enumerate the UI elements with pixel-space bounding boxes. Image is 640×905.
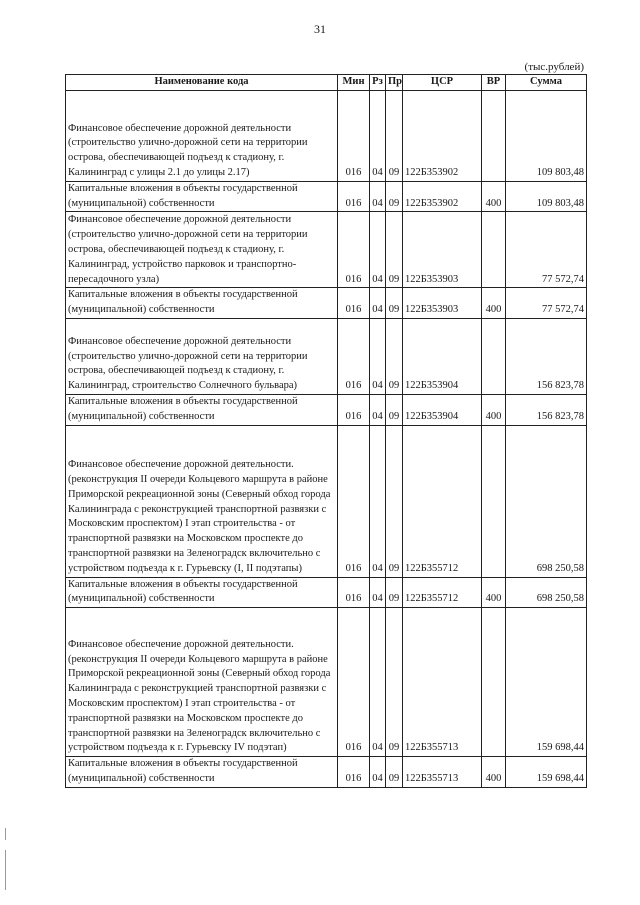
row-vr <box>482 425 506 577</box>
row-name: Финансовое обеспечение дорожной деятельности (строительство улично-дорожной сети на территории острова, обеспечивающей подъезд к стадиону, г. Калининград, строительство Солнечного бульвара) <box>66 318 338 394</box>
column-header-vr: ВР <box>482 75 506 91</box>
row-sum: 156 823,78 <box>506 318 587 394</box>
row-sum: 698 250,58 <box>506 425 587 577</box>
column-header-csr: ЦСР <box>403 75 482 91</box>
row-vr: 400 <box>482 577 506 608</box>
table-row <box>66 757 587 788</box>
row-csr: 122Б355713 <box>403 608 482 757</box>
row-pr: 09 <box>386 318 403 394</box>
row-rz: 04 <box>370 90 386 181</box>
row-rz: 04 <box>370 181 386 212</box>
row-name: Капитальные вложения в объекты государственной (муниципальной) собственности <box>66 181 338 212</box>
row-min: 016 <box>338 90 370 181</box>
row-vr <box>482 90 506 181</box>
row-sum: 109 803,48 <box>506 181 587 212</box>
row-name: Капитальные вложения в объекты государственной (муниципальной) собственности <box>66 394 338 425</box>
row-name: Финансовое обеспечение дорожной деятельности. (реконструкция II очереди Кольцевого маршрута в районе Приморской рекреационной зоны (Северный обход города Калининграда с реконструкцией транспортной развязки с Московским проспектом) I этап строительства - от транспортной развязки на Московском проспекте до транспортной развязки на Зеленоградск включительно с устройством подъезда к г. Гурьевску (I, II подэтапы) <box>66 425 338 577</box>
row-pr: 09 <box>386 90 403 181</box>
table-row <box>66 181 587 212</box>
row-sum: 109 803,48 <box>506 90 587 181</box>
row-rz: 04 <box>370 212 386 288</box>
row-pr: 09 <box>386 425 403 577</box>
row-name: Капитальные вложения в объекты государственной (муниципальной) собственности <box>66 288 338 319</box>
table-row <box>66 318 587 394</box>
row-rz: 04 <box>370 394 386 425</box>
table-row <box>66 577 587 608</box>
column-header-name: Наименование кода <box>66 75 338 91</box>
row-vr: 400 <box>482 757 506 788</box>
row-min: 016 <box>338 757 370 788</box>
row-rz: 04 <box>370 608 386 757</box>
column-header-sum: Сумма <box>506 75 587 91</box>
table-row <box>66 212 587 288</box>
row-vr <box>482 608 506 757</box>
budget-table <box>65 74 587 788</box>
row-csr: 122Б353904 <box>403 394 482 425</box>
row-sum: 698 250,58 <box>506 577 587 608</box>
row-csr: 122Б355713 <box>403 757 482 788</box>
row-rz: 04 <box>370 318 386 394</box>
row-rz: 04 <box>370 577 386 608</box>
row-sum: 156 823,78 <box>506 394 587 425</box>
row-rz: 04 <box>370 757 386 788</box>
row-csr: 122Б353903 <box>403 212 482 288</box>
row-sum: 159 698,44 <box>506 757 587 788</box>
row-rz: 04 <box>370 425 386 577</box>
row-pr: 09 <box>386 608 403 757</box>
table-header-row <box>66 75 587 91</box>
row-vr <box>482 212 506 288</box>
row-csr: 122Б355712 <box>403 425 482 577</box>
row-rz: 04 <box>370 288 386 319</box>
row-csr: 122Б353903 <box>403 288 482 319</box>
row-sum: 159 698,44 <box>506 608 587 757</box>
row-vr <box>482 318 506 394</box>
row-pr: 09 <box>386 577 403 608</box>
column-header-rz: Рз <box>370 75 386 91</box>
row-min: 016 <box>338 181 370 212</box>
table-row <box>66 394 587 425</box>
scan-margin-line <box>5 828 6 840</box>
row-min: 016 <box>338 394 370 425</box>
row-pr: 09 <box>386 212 403 288</box>
row-name: Финансовое обеспечение дорожной деятельности. (реконструкция II очереди Кольцевого маршрута в районе Приморской рекреационной зоны (Северный обход города Калининграда с реконструкцией транспортной развязки с Московским проспектом) I этап строительства - от транспортной развязки на Московском проспекте до транспортной развязки на Зеленоградск включительно с устройством подъезда к г. Гурьевску IV подэтап) <box>66 608 338 757</box>
row-min: 016 <box>338 608 370 757</box>
table-row <box>66 608 587 757</box>
row-pr: 09 <box>386 181 403 212</box>
table-row <box>66 425 587 577</box>
row-name: Капитальные вложения в объекты государственной (муниципальной) собственности <box>66 577 338 608</box>
row-min: 016 <box>338 212 370 288</box>
row-csr: 122Б353902 <box>403 90 482 181</box>
row-vr: 400 <box>482 181 506 212</box>
row-min: 016 <box>338 288 370 319</box>
row-csr: 122Б353904 <box>403 318 482 394</box>
row-vr: 400 <box>482 394 506 425</box>
row-pr: 09 <box>386 394 403 425</box>
row-vr: 400 <box>482 288 506 319</box>
row-pr: 09 <box>386 288 403 319</box>
row-name: Капитальные вложения в объекты государственной (муниципальной) собственности <box>66 757 338 788</box>
row-csr: 122Б355712 <box>403 577 482 608</box>
column-header-min: Мин <box>338 75 370 91</box>
table-row <box>66 288 587 319</box>
row-min: 016 <box>338 318 370 394</box>
row-sum: 77 572,74 <box>506 288 587 319</box>
column-header-pr: Пр <box>386 75 403 91</box>
row-pr: 09 <box>386 757 403 788</box>
row-sum: 77 572,74 <box>506 212 587 288</box>
units-label: (тыс.рублей) <box>524 61 584 73</box>
row-min: 016 <box>338 425 370 577</box>
row-name: Финансовое обеспечение дорожной деятельности (строительство улично-дорожной сети на территории острова, обеспечивающей подъезд к стадиону, г. Калининград, устройство парковок и транспортно-пересадочного узла) <box>66 212 338 288</box>
scan-margin-line <box>5 850 6 890</box>
row-name: Финансовое обеспечение дорожной деятельности (строительство улично-дорожной сети на территории острова, обеспечивающей подъезд к стадиону, г. Калининград с улицы 2.1 до улицы 2.17) <box>66 90 338 181</box>
row-min: 016 <box>338 577 370 608</box>
row-csr: 122Б353902 <box>403 181 482 212</box>
table-row <box>66 90 587 181</box>
page-number: 31 <box>314 22 326 36</box>
